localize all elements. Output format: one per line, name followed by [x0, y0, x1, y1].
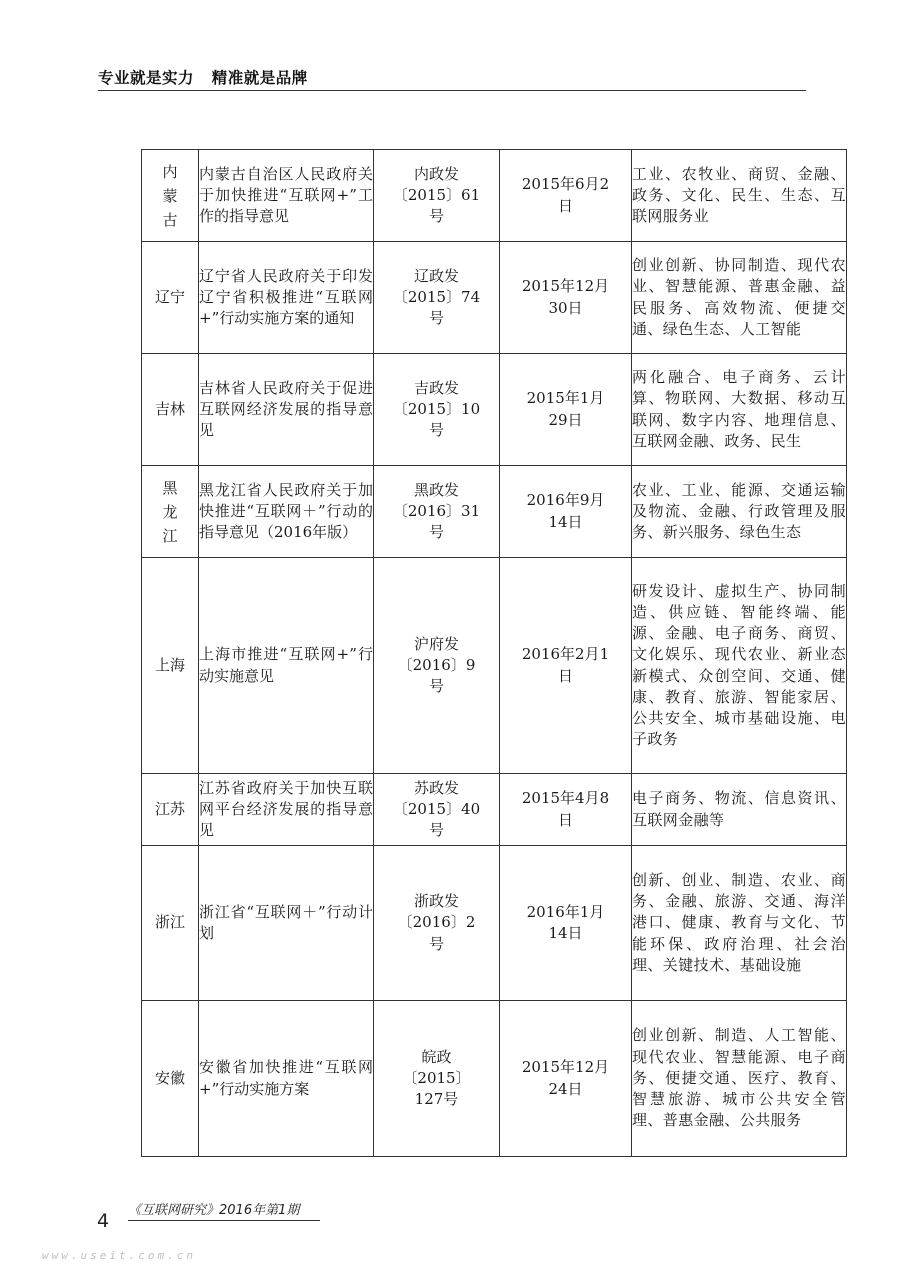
table-row: [142, 466, 847, 558]
fields-cell: 电子商务、物流、信息资讯、互联网金融等: [632, 774, 847, 846]
doc-number-cell: 浙政发〔2016〕2号: [374, 846, 500, 1001]
fields-cell: 农业、工业、能源、交通运输及物流、金融、行政管理及服务、新兴服务、绿色生态: [632, 466, 847, 558]
province-cell: [142, 466, 199, 558]
doc-number-cell: 皖政〔2015〕127号: [374, 1001, 500, 1157]
province-name: 黑龙江: [162, 478, 178, 545]
title-cell: 黑龙江省人民政府关于加快推进“互联网＋”行动的指导意见（2016年版）: [199, 466, 374, 558]
province-cell: 浙江: [142, 846, 199, 1001]
province-cell: [142, 150, 199, 242]
doc-number-cell: 辽政发〔2015〕74号: [374, 242, 500, 354]
doc-number-cell: 内政发〔2015〕61号: [374, 150, 500, 242]
title-cell: 内蒙古自治区人民政府关于加快推进“互联网+”工作的指导意见: [199, 150, 374, 242]
doc-number-cell: 吉政发〔2015〕10号: [374, 354, 500, 466]
footer-divider: [128, 1220, 320, 1221]
fields-cell: 创业创新、协同制造、现代农业、智慧能源、普惠金融、益民服务、高效物流、便捷交通、绿色生态、人工智能: [632, 242, 847, 354]
header-divider: [98, 90, 806, 91]
policy-table: [141, 149, 847, 1157]
province-cell: 吉林: [142, 354, 199, 466]
table-row: [142, 846, 847, 1001]
title-cell: 浙江省“互联网＋”行动计划: [199, 846, 374, 1001]
province-cell: 安徽: [142, 1001, 199, 1157]
date-cell: 2015年6月2日: [500, 150, 632, 242]
date-cell: 2015年1月29日: [500, 354, 632, 466]
table-row: [142, 1001, 847, 1157]
table-row: [142, 242, 847, 354]
running-header: 专业就是实力 精准就是品牌: [98, 69, 308, 87]
table-row: [142, 558, 847, 774]
fields-cell: 工业、农牧业、商贸、金融、政务、文化、民生、生态、互联网服务业: [632, 150, 847, 242]
table-row: [142, 150, 847, 242]
page-number: 4: [97, 1210, 110, 1232]
date-cell: 2015年12月24日: [500, 1001, 632, 1157]
title-cell: 安徽省加快推进“互联网+”行动实施方案: [199, 1001, 374, 1157]
watermark: www.useit.com.cn: [42, 1249, 196, 1262]
date-cell: 2015年4月8日: [500, 774, 632, 846]
doc-number-cell: 黑政发〔2016〕31号: [374, 466, 500, 558]
date-cell: 2015年12月30日: [500, 242, 632, 354]
province-cell: 上海: [142, 558, 199, 774]
province-cell: 辽宁: [142, 242, 199, 354]
doc-number-cell: 苏政发〔2015〕40号: [374, 774, 500, 846]
fields-cell: 两化融合、电子商务、云计算、物联网、大数据、移动互联网、数字内容、地理信息、互联网金融、政务、民生: [632, 354, 847, 466]
date-cell: 2016年1月14日: [500, 846, 632, 1001]
table-row: [142, 774, 847, 846]
title-cell: 辽宁省人民政府关于印发辽宁省积极推进“互联网+”行动实施方案的通知: [199, 242, 374, 354]
fields-cell: 研发设计、虚拟生产、协同制造、供应链、智能终端、能源、金融、电子商务、商贸、文化娱乐、现代农业、新业态新模式、众创空间、交通、健康、教育、旅游、智能家居、公共安全、城市基础设施、电子政务: [632, 558, 847, 774]
date-cell: 2016年9月14日: [500, 466, 632, 558]
title-cell: 吉林省人民政府关于促进互联网经济发展的指导意见: [199, 354, 374, 466]
title-cell: 上海市推进“互联网+”行动实施意见: [199, 558, 374, 774]
fields-cell: 创业创新、制造、人工智能、现代农业、智慧能源、电子商务、便捷交通、医疗、教育、智慧旅游、城市公共安全管理、普惠金融、公共服务: [632, 1001, 847, 1157]
table-row: [142, 354, 847, 466]
date-cell: 2016年2月1日: [500, 558, 632, 774]
doc-number-cell: 沪府发〔2016〕9号: [374, 558, 500, 774]
province-name: 内蒙古: [162, 162, 178, 229]
fields-cell: 创新、创业、制造、农业、商务、金融、旅游、交通、海洋港口、健康、教育与文化、节能环保、政府治理、社会治理、关键技术、基础设施: [632, 846, 847, 1001]
journal-title: 《互联网研究》2016年第1期: [128, 1203, 300, 1218]
province-cell: 江苏: [142, 774, 199, 846]
title-cell: 江苏省政府关于加快互联网平台经济发展的指导意见: [199, 774, 374, 846]
